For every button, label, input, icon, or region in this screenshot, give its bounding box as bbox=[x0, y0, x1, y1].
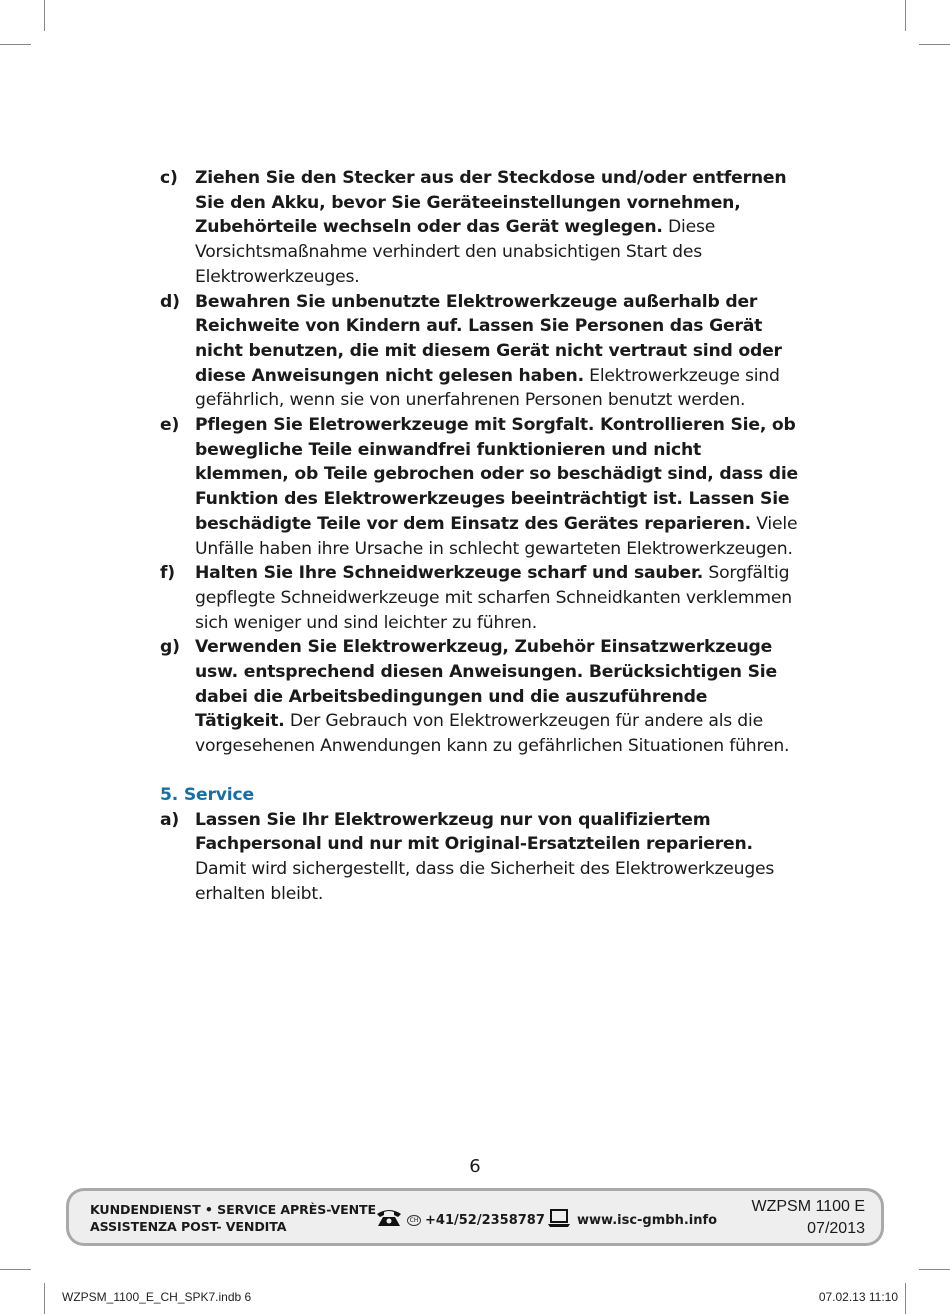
list-item-a bbox=[160, 808, 800, 907]
phone-contact bbox=[375, 1208, 545, 1232]
bold-instruction: Bewahren Sie unbenutzte Elektrowerkzeuge außerhalb der Reichweite von Kindern auf. Lassen Sie Personen das Gerät nicht benutzen, die mit diesem Gerät nicht vertraut sind oder diese Anweisungen nicht gelesen haben. bbox=[195, 291, 782, 386]
list-item-text bbox=[195, 290, 800, 414]
service-label bbox=[90, 1201, 376, 1235]
explanation: Sorgfältig gepflegte Schneidwerkzeuge mit scharfen Schneidkanten verklemmen sich weniger und sind leichter zu führen. bbox=[195, 563, 792, 633]
print-slug-timestamp: 07.02.13 11:10 bbox=[818, 1290, 898, 1304]
crop-mark-bottom-right-h bbox=[919, 1269, 950, 1270]
bold-instruction: Ziehen Sie den Stecker aus der Steckdose und/oder entfernen Sie den Akku, bevor Sie Geräteeinstellungen vornehmen, Zubehörteile wechseln oder das Gerät weglegen. bbox=[195, 168, 787, 238]
explanation: Damit wird sichergestellt, dass die Sicherheit des Elektrowerkzeuges erhalten bleibt. bbox=[195, 858, 775, 904]
print-slug-file: WZPSM_1100_E_CH_SPK7.indb 6 bbox=[62, 1290, 252, 1304]
list-marker: g) bbox=[160, 637, 180, 658]
list-item-c bbox=[160, 166, 800, 290]
telephone-icon bbox=[375, 1208, 403, 1232]
crop-mark-top-left-v bbox=[44, 0, 45, 31]
bold-instruction: Pflegen Sie Eletrowerkzeuge mit Sorgfalt. Kontrollieren Sie, ob bewegliche Teile einwandfrei funktionieren und nicht klemmen, ob Teile gebrochen oder so beschädigt sind, dass die Funktion des Elektrowerkzeuges beeinträchtigt ist. Lassen Sie beschädigte Teile vor dem Einsatz des Gerätes reparieren. bbox=[195, 415, 798, 534]
page-number: 6 bbox=[469, 1156, 481, 1177]
list-marker: d) bbox=[160, 291, 180, 312]
crop-mark-top-left-h bbox=[0, 44, 31, 45]
service-label-line2: ASSISTENZA POST- VENDITA bbox=[90, 1219, 287, 1234]
model-number: WZPSM 1100 E bbox=[751, 1198, 865, 1215]
section-heading: 5. Service bbox=[160, 784, 254, 805]
service-label-line1: KUNDENDIENST • SERVICE APRÈS-VENTE bbox=[90, 1202, 377, 1217]
model-info bbox=[751, 1196, 865, 1240]
edition-date: 07/2013 bbox=[807, 1220, 865, 1237]
list-item-g bbox=[160, 635, 800, 759]
explanation: Elektrowerkzeuge sind gefährlich, wenn sie von unerfahrenen Personen benutzt werden. bbox=[195, 365, 780, 411]
list-marker: e) bbox=[160, 415, 180, 436]
website: www.isc-gmbh.info bbox=[577, 1212, 718, 1228]
laptop-icon bbox=[547, 1208, 571, 1232]
list-marker: a) bbox=[160, 809, 180, 830]
list-marker: c) bbox=[160, 168, 178, 188]
crop-mark-bottom-left-v bbox=[44, 1283, 45, 1314]
list-item-text bbox=[195, 413, 800, 561]
bold-instruction: Halten Sie Ihre Schneidwerkzeuge scharf und sauber. bbox=[195, 563, 704, 584]
list-item-d bbox=[160, 290, 800, 414]
document-body bbox=[160, 166, 800, 906]
service-footer-panel bbox=[69, 1191, 881, 1243]
bold-instruction: Lassen Sie Ihr Elektrowerkzeug nur von qualifiziertem Fachpersonal und nur mit Original-Ersatzteilen reparieren. bbox=[195, 809, 753, 855]
web-contact bbox=[547, 1208, 717, 1232]
explanation: Diese Vorsichtsmaßnahme verhindert den unabsichtigen Start des Elektrowerkzeuges. bbox=[195, 217, 716, 287]
list-item-f bbox=[160, 561, 800, 635]
crop-mark-top-right-h bbox=[919, 44, 950, 45]
explanation: Der Gebrauch von Elektrowerkzeugen für andere als die vorgesehenen Anwendungen kann zu gefährlichen Situationen führen. bbox=[195, 711, 790, 757]
list-item-e bbox=[160, 413, 800, 561]
service-footer bbox=[66, 1188, 884, 1246]
list-marker: f) bbox=[160, 563, 175, 584]
phone-number: +41/52/2358787 bbox=[425, 1212, 545, 1228]
crop-mark-top-right-v bbox=[905, 0, 906, 31]
crop-mark-bottom-right-v bbox=[905, 1283, 906, 1314]
list-item-text bbox=[195, 166, 800, 290]
country-badge: CH bbox=[407, 1215, 421, 1226]
explanation: Viele Unfälle haben ihre Ursache in schlecht gewarteten Elektrowerkzeugen. bbox=[195, 513, 798, 559]
list-item-text bbox=[195, 635, 800, 759]
list-item-text bbox=[195, 808, 800, 907]
bold-instruction: Verwenden Sie Elektrowerkzeug, Zubehör Einsatzwerkzeuge usw. entsprechend diesen Anweisungen. Berücksichtigen Sie dabei die Arbeitsbedingungen und die auszuführende Tätigkeit. bbox=[195, 637, 777, 732]
crop-mark-bottom-left-h bbox=[0, 1269, 31, 1270]
list-item-text bbox=[195, 561, 800, 635]
